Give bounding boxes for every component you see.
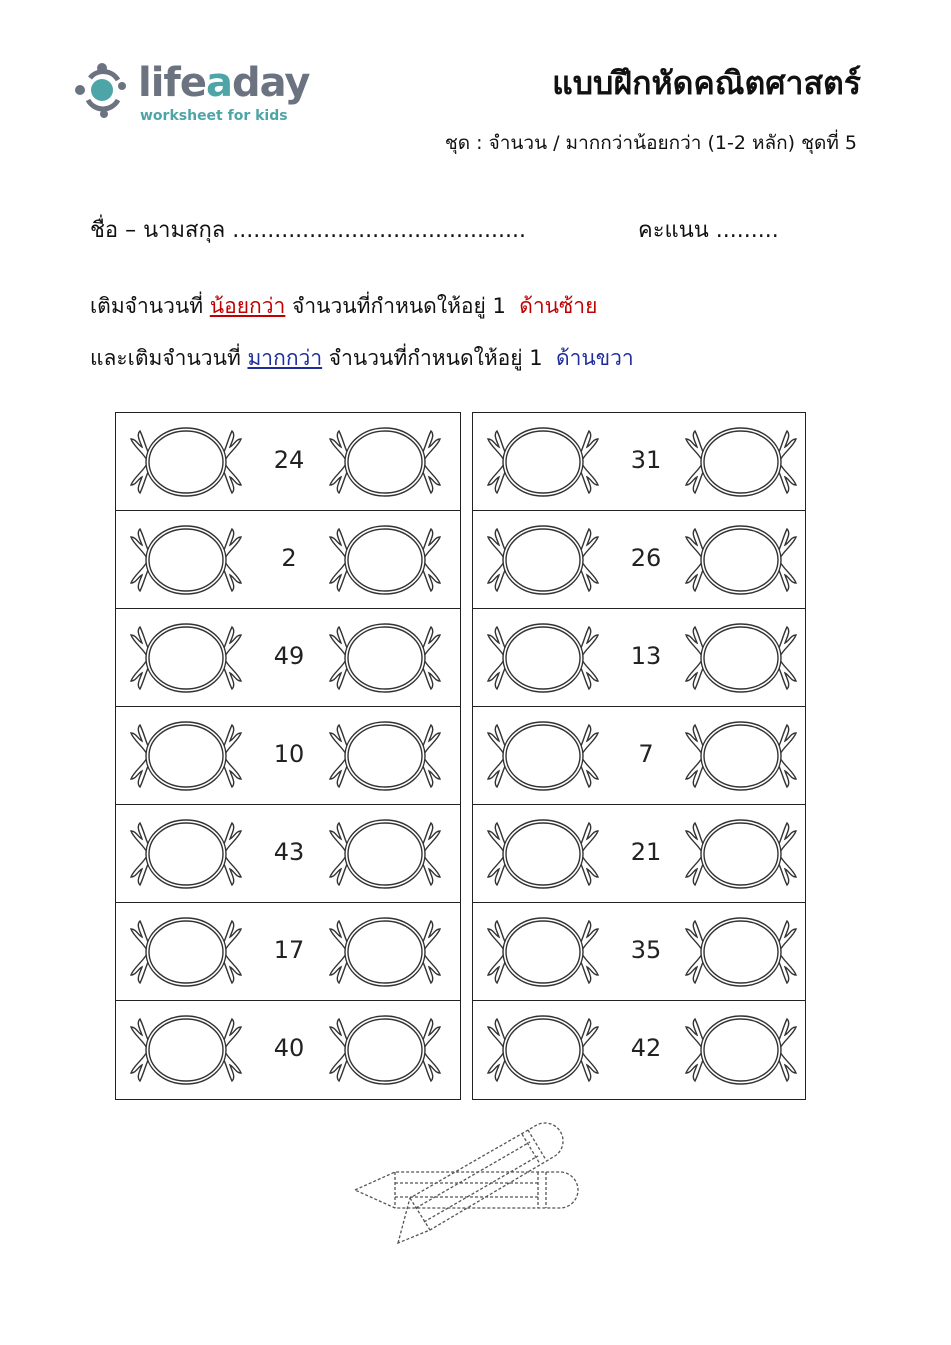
left-row-4-answer-less-candy[interactable] <box>128 717 244 795</box>
left-row-6 <box>116 903 460 1001</box>
right-row-1-answer-more-candy[interactable] <box>683 423 799 501</box>
right-row-2 <box>473 511 805 609</box>
left-row-1 <box>116 413 460 511</box>
right-row-3-answer-more-candy[interactable] <box>683 619 799 697</box>
left-row-3-answer-more-candy[interactable] <box>327 619 443 697</box>
page-subtitle: ชุด : จำนวน / มากกว่าน้อยกว่า (1-2 หลัก) ชุดที่ 5 <box>444 132 857 154</box>
given-number: 40 <box>273 1034 305 1062</box>
right-row-6-answer-more-candy[interactable] <box>683 913 799 991</box>
lifeaday-logo <box>72 58 312 128</box>
right-exercise-grid <box>472 412 806 1100</box>
left-row-2-answer-less-candy[interactable] <box>128 521 244 599</box>
right-row-6 <box>473 903 805 1001</box>
left-row-7-answer-less-candy[interactable] <box>128 1011 244 1089</box>
left-row-1-answer-less-candy[interactable] <box>128 423 244 501</box>
left-row-4 <box>116 707 460 805</box>
left-row-2-answer-more-candy[interactable] <box>327 521 443 599</box>
given-number: 49 <box>273 642 305 670</box>
name-field-line[interactable]: ชื่อ – นามสกุล .......................................... <box>90 218 526 243</box>
left-row-5-answer-less-candy[interactable] <box>128 815 244 893</box>
instruction-line-2: และเติมจำนวนที่ มากกว่า จำนวนที่กำหนดให้อยู่ 1 ด้านขวา <box>90 346 634 370</box>
right-side-keyword: ด้านขวา <box>556 346 634 370</box>
left-row-3 <box>116 609 460 707</box>
logo-tagline: worksheet for kids <box>140 108 288 124</box>
right-row-6-answer-less-candy[interactable] <box>485 913 601 991</box>
right-row-7-answer-more-candy[interactable] <box>683 1011 799 1089</box>
right-row-5 <box>473 805 805 903</box>
left-row-2 <box>116 511 460 609</box>
right-row-7-answer-less-candy[interactable] <box>485 1011 601 1089</box>
left-row-5 <box>116 805 460 903</box>
left-row-7-answer-more-candy[interactable] <box>327 1011 443 1089</box>
right-row-3-answer-less-candy[interactable] <box>485 619 601 697</box>
given-number: 35 <box>630 936 662 964</box>
more-than-keyword: มากกว่า <box>247 346 323 370</box>
logo-icon <box>72 58 136 122</box>
right-row-1-answer-less-candy[interactable] <box>485 423 601 501</box>
right-row-1 <box>473 413 805 511</box>
given-number: 43 <box>273 838 305 866</box>
given-number: 10 <box>273 740 305 768</box>
left-row-1-answer-more-candy[interactable] <box>327 423 443 501</box>
left-row-3-answer-less-candy[interactable] <box>128 619 244 697</box>
right-row-5-answer-less-candy[interactable] <box>485 815 601 893</box>
given-number: 26 <box>630 544 662 572</box>
left-exercise-grid <box>115 412 461 1100</box>
left-side-keyword: ด้านซ้าย <box>519 294 598 318</box>
right-row-4 <box>473 707 805 805</box>
less-than-keyword: น้อยกว่า <box>209 294 286 318</box>
left-row-7 <box>116 1001 460 1101</box>
given-number: 7 <box>638 740 654 768</box>
given-number: 17 <box>273 936 305 964</box>
right-row-5-answer-more-candy[interactable] <box>683 815 799 893</box>
given-number: 42 <box>630 1034 662 1062</box>
left-row-6-answer-more-candy[interactable] <box>327 913 443 991</box>
page-title: แบบฝึกหัดคณิตศาสตร์ <box>552 64 861 102</box>
right-row-2-answer-less-candy[interactable] <box>485 521 601 599</box>
right-row-4-answer-less-candy[interactable] <box>485 717 601 795</box>
logo-wordmark: lifeaday <box>138 60 310 106</box>
left-row-4-answer-more-candy[interactable] <box>327 717 443 795</box>
right-row-7 <box>473 1001 805 1101</box>
left-row-5-answer-more-candy[interactable] <box>327 815 443 893</box>
right-row-3 <box>473 609 805 707</box>
given-number: 31 <box>630 446 662 474</box>
score-field-line[interactable]: คะแนน ......... <box>638 218 779 243</box>
given-number: 2 <box>281 544 297 572</box>
right-row-4-answer-more-candy[interactable] <box>683 717 799 795</box>
given-number: 13 <box>630 642 662 670</box>
given-number: 24 <box>273 446 305 474</box>
instruction-line-1: เติมจำนวนที่ น้อยกว่า จำนวนที่กำหนดให้อยู่ 1 ด้านซ้าย <box>90 294 598 318</box>
given-number: 21 <box>630 838 662 866</box>
left-row-6-answer-less-candy[interactable] <box>128 913 244 991</box>
pencil-illustration <box>350 1118 585 1248</box>
right-row-2-answer-more-candy[interactable] <box>683 521 799 599</box>
